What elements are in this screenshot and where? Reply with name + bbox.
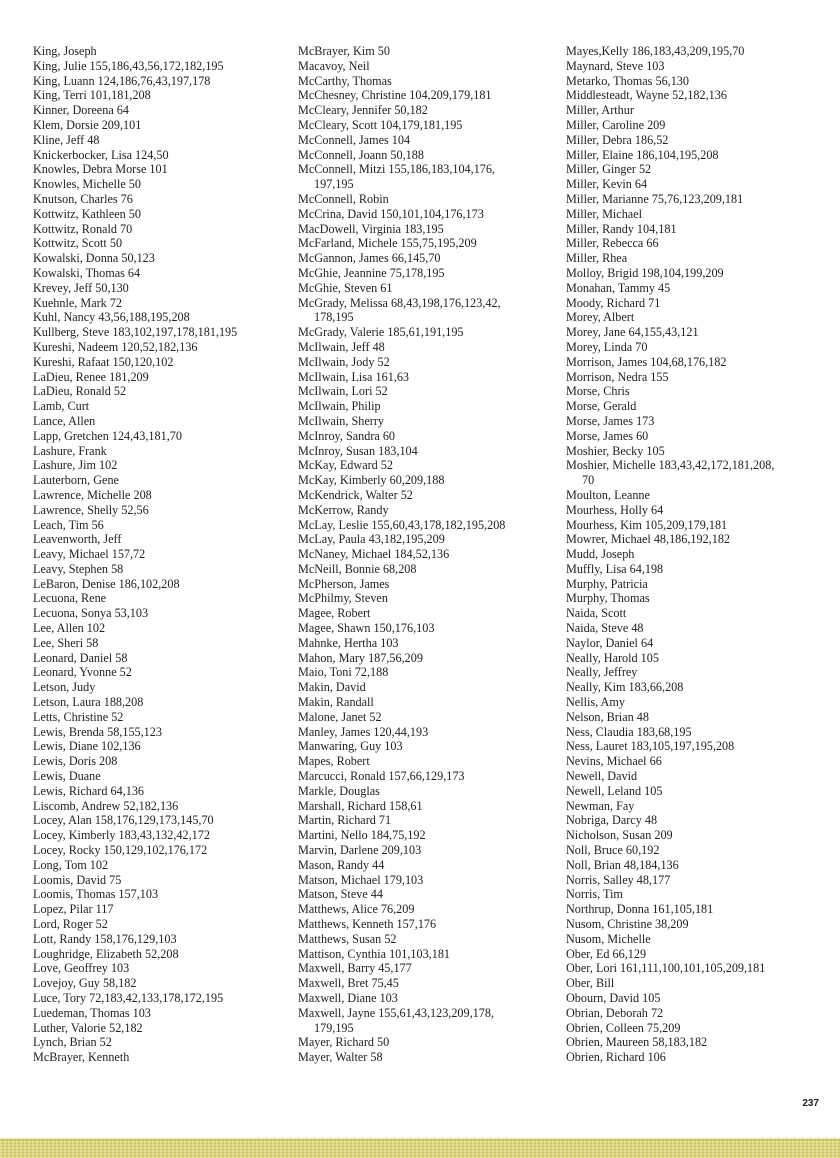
index-entry: Miller, Rhea bbox=[566, 251, 628, 266]
index-entry: Morse, James 60 bbox=[566, 428, 649, 443]
index-entry: Morse, Chris bbox=[566, 384, 630, 399]
index-entry: Miller, Arthur bbox=[566, 103, 634, 118]
index-entry: Martini, Nello 184,75,192 bbox=[298, 828, 426, 843]
index-entry: Morrison, Nedra 155 bbox=[566, 369, 669, 384]
index-entry: Markle, Douglas bbox=[298, 783, 380, 798]
index-entry: Makin, Randall bbox=[298, 695, 374, 710]
index-entry: Matthews, Alice 76,209 bbox=[298, 902, 415, 917]
index-entry: Lewis, Diane 102,136 bbox=[33, 739, 141, 754]
index-entry: Mayer, Richard 50 bbox=[298, 1035, 390, 1050]
index-entry: Magee, Robert bbox=[298, 606, 371, 621]
yellow-cover-band bbox=[0, 1139, 840, 1158]
index-entry: Newell, David bbox=[566, 769, 638, 784]
index-column-2 bbox=[298, 44, 505, 1065]
index-entry: Lamb, Curt bbox=[33, 399, 90, 414]
index-entry: Norris, Tim bbox=[566, 887, 623, 902]
index-entry: McConnell, Mitzi 155,186,183,104,176, bbox=[298, 162, 496, 177]
index-entry: McGannon, James 66,145,70 bbox=[298, 251, 441, 266]
index-entry: McIlwain, Sherry bbox=[298, 413, 384, 428]
index-entry: Nellis, Amy bbox=[566, 695, 625, 710]
index-entry: Naylor, Daniel 64 bbox=[566, 635, 654, 650]
index-entry: Moshier, Michelle 183,43,42,172,181,208, bbox=[566, 458, 775, 473]
index-entry: Letson, Judy bbox=[33, 680, 96, 695]
index-entry: McNaney, Michael 184,52,136 bbox=[298, 547, 450, 562]
index-entry: Mayes,Kelly 186,183,43,209,195,70 bbox=[566, 44, 745, 58]
index-entry: Mattison, Cynthia 101,103,181 bbox=[298, 946, 451, 961]
index-entry: Ness, Claudia 183,68,195 bbox=[566, 724, 692, 739]
index-entry: Miller, Kevin 64 bbox=[566, 177, 648, 192]
index-entry: Miller, Ginger 52 bbox=[566, 162, 652, 177]
index-entry: Malone, Janet 52 bbox=[298, 709, 382, 724]
index-entry: Leonard, Yvonne 52 bbox=[33, 665, 132, 680]
index-entry: McGhie, Steven 61 bbox=[298, 280, 393, 295]
index-entry: Lewis, Richard 64,136 bbox=[33, 783, 145, 798]
index-entry: King, Terri 101,181,208 bbox=[33, 88, 151, 103]
index-entry: McIlwain, Philip bbox=[298, 399, 381, 414]
index-entry: Naida, Scott bbox=[566, 606, 627, 621]
index-entry: Kowalski, Donna 50,123 bbox=[33, 251, 155, 266]
index-entry: McPherson, James bbox=[298, 576, 390, 591]
index-entry: Lovejoy, Guy 58,182 bbox=[33, 976, 137, 991]
index-entry: Kureshi, Rafaat 150,120,102 bbox=[33, 354, 174, 369]
index-entry: Naida, Steve 48 bbox=[566, 621, 644, 636]
index-entry: Maxwell, Jayne 155,61,43,123,209,178, bbox=[298, 1005, 494, 1020]
index-entry: Knowles, Debra Morse 101 bbox=[33, 162, 168, 177]
index-entry: Matthews, Kenneth 157,176 bbox=[298, 917, 437, 932]
index-entry: McLay, Leslie 155,60,43,178,182,195,208 bbox=[298, 517, 506, 532]
index-entry: McInroy, Sandra 60 bbox=[298, 428, 396, 443]
index-entry: Obrian, Deborah 72 bbox=[566, 1005, 664, 1020]
index-entry: Middlesteadt, Wayne 52,182,136 bbox=[566, 88, 727, 103]
index-entry: Luce, Tory 72,183,42,133,178,172,195 bbox=[33, 991, 224, 1005]
index-entry: Lewis, Doris 208 bbox=[33, 754, 118, 769]
index-entry: Morrison, James 104,68,176,182 bbox=[566, 354, 727, 369]
index-entry: Leavenworth, Jeff bbox=[33, 532, 122, 547]
index-entry: McIlwain, Lisa 161,63 bbox=[298, 369, 410, 384]
index-entry: Neally, Jeffrey bbox=[566, 665, 638, 680]
index-entry: McGrady, Valerie 185,61,191,195 bbox=[298, 325, 464, 340]
index-entry: McChesney, Christine 104,209,179,181 bbox=[298, 88, 492, 103]
index-entry: LaDieu, Ronald 52 bbox=[33, 384, 127, 399]
index-entry: Noll, Bruce 60,192 bbox=[566, 843, 660, 858]
index-entry: McKay, Kimberly 60,209,188 bbox=[298, 473, 445, 488]
index-entry: Norris, Salley 48,177 bbox=[566, 872, 671, 887]
index-entry: Lewis, Duane bbox=[33, 769, 101, 784]
index-entry: Nusom, Michelle bbox=[566, 931, 651, 946]
index-entry: McCleary, Scott 104,179,181,195 bbox=[298, 117, 463, 132]
index-entry: Nelson, Brian 48 bbox=[566, 709, 649, 724]
index-entry: Liscomb, Andrew 52,182,136 bbox=[33, 798, 179, 813]
index-entry: King, Julie 155,186,43,56,172,182,195 bbox=[33, 58, 224, 73]
index-entry: McConnell, Joann 50,188 bbox=[298, 147, 424, 162]
index-entry: Magee, Shawn 150,176,103 bbox=[298, 621, 435, 636]
index-entry: Mason, Randy 44 bbox=[298, 857, 385, 872]
index-entry: Makin, David bbox=[298, 680, 366, 695]
index-entry: Locey, Rocky 150,129,102,176,172 bbox=[33, 843, 208, 858]
index-entry: Kottwitz, Scott 50 bbox=[33, 236, 123, 251]
index-column-3 bbox=[566, 44, 774, 1065]
index-entry: Long, Tom 102 bbox=[33, 857, 109, 872]
index-entry: Mahon, Mary 187,56,209 bbox=[298, 650, 423, 665]
index-entry: Lashure, Frank bbox=[33, 443, 107, 458]
index-entry: Lashure, Jim 102 bbox=[33, 458, 118, 473]
index-entry: Morse, Gerald bbox=[566, 399, 637, 414]
index-entry: Locey, Alan 158,176,129,173,145,70 bbox=[33, 813, 214, 828]
index-entry: Murphy, Thomas bbox=[566, 591, 650, 606]
index-entry: Obrien, Richard 106 bbox=[566, 1050, 666, 1065]
index-entry: Lopez, Pilar 117 bbox=[33, 902, 114, 917]
index-entry: Moody, Richard 71 bbox=[566, 295, 661, 310]
index-entry: Miller, Randy 104,181 bbox=[566, 221, 677, 236]
index-entry: Miller, Michael bbox=[566, 206, 642, 221]
index-entry: Lee, Allen 102 bbox=[33, 621, 106, 636]
index-entry: Metarko, Thomas 56,130 bbox=[566, 73, 689, 88]
index-entry: Kline, Jeff 48 bbox=[33, 132, 100, 147]
index-entry: Maxwell, Diane 103 bbox=[298, 991, 398, 1005]
index-entry: McNeill, Bonnie 68,208 bbox=[298, 561, 417, 576]
index-entry: Moshier, Becky 105 bbox=[566, 443, 665, 458]
index-entry: Murphy, Patricia bbox=[566, 576, 648, 591]
index-entry: Kowalski, Thomas 64 bbox=[33, 265, 141, 280]
index-entry: Maynard, Steve 103 bbox=[566, 58, 665, 73]
index-entry: Kullberg, Steve 183,102,197,178,181,195 bbox=[33, 325, 238, 340]
index-entry: Lynch, Brian 52 bbox=[33, 1035, 112, 1050]
index-entry: Miller, Marianne 75,76,123,209,181 bbox=[566, 191, 744, 206]
index-entry: Nusom, Christine 38,209 bbox=[566, 917, 689, 932]
index-entry: Leach, Tim 56 bbox=[33, 517, 104, 532]
index-entry: Moulton, Leanne bbox=[566, 487, 650, 502]
index-entry: Lord, Roger 52 bbox=[33, 917, 108, 932]
index-entry: Mowrer, Michael 48,186,192,182 bbox=[566, 532, 731, 547]
index-entry: Ober, Bill bbox=[566, 976, 615, 991]
index-entry: Neally, Harold 105 bbox=[566, 650, 659, 665]
index-entry: Miller, Rebecca 66 bbox=[566, 236, 659, 251]
index-entry: McLay, Paula 43,182,195,209 bbox=[298, 532, 445, 547]
index-entry: Nicholson, Susan 209 bbox=[566, 828, 673, 843]
index-entry: Obrien, Colleen 75,209 bbox=[566, 1020, 681, 1035]
index-entry: Martin, Richard 71 bbox=[298, 813, 392, 828]
index-entry: Leavy, Michael 157,72 bbox=[33, 547, 146, 562]
index-entry: Matson, Steve 44 bbox=[298, 887, 383, 902]
index-entry: Knutson, Charles 76 bbox=[33, 191, 133, 206]
index-entry: Lewis, Brenda 58,155,123 bbox=[33, 724, 162, 739]
index-entry: McInroy, Susan 183,104 bbox=[298, 443, 418, 458]
index-entry: McCleary, Jennifer 50,182 bbox=[298, 103, 428, 118]
index-entry: Nobriga, Darcy 48 bbox=[566, 813, 658, 828]
index-entry: Kuhl, Nancy 43,56,188,195,208 bbox=[33, 310, 190, 325]
index-entry: Morse, James 173 bbox=[566, 413, 655, 428]
index-entry: Maxwell, Barry 45,177 bbox=[298, 961, 412, 976]
index-entry: Kinner, Doreena 64 bbox=[33, 103, 129, 118]
index-entry: Letson, Laura 188,208 bbox=[33, 695, 144, 710]
index-entry: Mapes, Robert bbox=[298, 754, 370, 769]
index-entry: Locey, Kimberly 183,43,132,42,172 bbox=[33, 828, 210, 843]
index-entry: McConnell, James 104 bbox=[298, 132, 411, 147]
index-entry: Lott, Randy 158,176,129,103 bbox=[33, 931, 177, 946]
index-entry: Noll, Brian 48,184,136 bbox=[566, 857, 679, 872]
index-entry: McKay, Edward 52 bbox=[298, 458, 393, 473]
index-entry: Manley, James 120,44,193 bbox=[298, 724, 429, 739]
index-entry: Mahnke, Hertha 103 bbox=[298, 635, 399, 650]
page-number: 237 bbox=[802, 1098, 819, 1109]
index-entry: Neally, Kim 183,66,208 bbox=[566, 680, 684, 695]
index-entry: Monahan, Tammy 45 bbox=[566, 280, 671, 295]
index-entry: Matthews, Susan 52 bbox=[298, 931, 397, 946]
index-entry: Marshall, Richard 158,61 bbox=[298, 798, 423, 813]
index-entry: Muffly, Lisa 64,198 bbox=[566, 561, 664, 576]
index-entry: Lapp, Gretchen 124,43,181,70 bbox=[33, 428, 182, 443]
index-entry: King, Luann 124,186,76,43,197,178 bbox=[33, 73, 211, 88]
index-entry: Marvin, Darlene 209,103 bbox=[298, 843, 422, 858]
index-entry: Lecuona, Sonya 53,103 bbox=[33, 606, 149, 621]
index-entry: McGrady, Melissa 68,43,198,176,123,42, bbox=[298, 295, 501, 310]
index-entry-continuation: 178,195 bbox=[314, 310, 354, 325]
index-entry: Luedeman, Thomas 103 bbox=[33, 1005, 151, 1020]
index-column-1 bbox=[33, 44, 237, 1065]
index-entry: McFarland, Michele 155,75,195,209 bbox=[298, 236, 477, 251]
index-entry: McConnell, Robin bbox=[298, 191, 389, 206]
index-entry: Luther, Valorie 52,182 bbox=[33, 1020, 143, 1035]
index-entry: McIlwain, Jeff 48 bbox=[298, 339, 385, 354]
index-entry: Matson, Michael 179,103 bbox=[298, 872, 424, 887]
index-entry: Miller, Elaine 186,104,195,208 bbox=[566, 147, 719, 162]
index-entry: Lauterborn, Gene bbox=[33, 473, 119, 488]
index-entry: McKendrick, Walter 52 bbox=[298, 487, 413, 502]
index-entry: LeBaron, Denise 186,102,208 bbox=[33, 576, 180, 591]
index-entry: Letts, Christine 52 bbox=[33, 709, 124, 724]
index-entry: Lance, Allen bbox=[33, 413, 96, 428]
index-entry: Leavy, Stephen 58 bbox=[33, 561, 124, 576]
index-entry: Mourhess, Holly 64 bbox=[566, 502, 664, 517]
index-entry-continuation: 70 bbox=[582, 473, 595, 488]
index-entry: Miller, Caroline 209 bbox=[566, 117, 666, 132]
index-entry: Leonard, Daniel 58 bbox=[33, 650, 128, 665]
index-entry: Newell, Leland 105 bbox=[566, 783, 663, 798]
index-entry: McKerrow, Randy bbox=[298, 502, 389, 517]
index-entry: Lawrence, Michelle 208 bbox=[33, 487, 152, 502]
index-entry: Mayer, Walter 58 bbox=[298, 1050, 383, 1065]
index-entry-continuation: 197,195 bbox=[314, 177, 354, 192]
index-entry: Lee, Sheri 58 bbox=[33, 635, 99, 650]
index-entry: Lawrence, Shelly 52,56 bbox=[33, 502, 149, 517]
index-entry: Marcucci, Ronald 157,66,129,173 bbox=[298, 769, 465, 784]
index-entry: Morey, Albert bbox=[566, 310, 635, 325]
index-entry: Newman, Fay bbox=[566, 798, 635, 813]
index-entry: Loughridge, Elizabeth 52,208 bbox=[33, 946, 179, 961]
index-entry: Loomis, David 75 bbox=[33, 872, 122, 887]
index-entry: Morey, Linda 70 bbox=[566, 339, 648, 354]
index-entry-continuation: 179,195 bbox=[314, 1020, 354, 1035]
index-entry: Maxwell, Bret 75,45 bbox=[298, 976, 399, 991]
index-entry: Kuehnle, Mark 72 bbox=[33, 295, 123, 310]
index-entry: Mudd, Joseph bbox=[566, 547, 635, 562]
index-entry: Molloy, Brigid 198,104,199,209 bbox=[566, 265, 724, 280]
index-entry: Macavoy, Neil bbox=[298, 58, 370, 73]
index-entry: Nevins, Michael 66 bbox=[566, 754, 662, 769]
index-entry: Kureshi, Nadeem 120,52,182,136 bbox=[33, 339, 198, 354]
index-entry: McIlwain, Jody 52 bbox=[298, 354, 390, 369]
index-entry: Loomis, Thomas 157,103 bbox=[33, 887, 159, 902]
index-entry: Obourn, David 105 bbox=[566, 991, 661, 1005]
index-entry: King, Joseph bbox=[33, 44, 97, 58]
index-entry: Mourhess, Kim 105,209,179,181 bbox=[566, 517, 728, 532]
index-entry: Obrien, Maureen 58,183,182 bbox=[566, 1035, 708, 1050]
index-entry: Northrup, Donna 161,105,181 bbox=[566, 902, 714, 917]
index-entry: McBrayer, Kim 50 bbox=[298, 44, 390, 58]
index-entry: Maio, Toni 72,188 bbox=[298, 665, 389, 680]
index-entry: McPhilmy, Steven bbox=[298, 591, 388, 606]
index-entry: Ober, Ed 66,129 bbox=[566, 946, 647, 961]
index-entry: Miller, Debra 186,52 bbox=[566, 132, 669, 147]
index-entry: LaDieu, Renee 181,209 bbox=[33, 369, 149, 384]
index-entry: McBrayer, Kenneth bbox=[33, 1050, 130, 1065]
index-entry: MacDowell, Virginia 183,195 bbox=[298, 221, 444, 236]
index-entry: Love, Geoffrey 103 bbox=[33, 961, 130, 976]
index-entry: Lecuona, Rene bbox=[33, 591, 107, 606]
index-entry: Manwaring, Guy 103 bbox=[298, 739, 403, 754]
index-entry: McGhie, Jeannine 75,178,195 bbox=[298, 265, 445, 280]
index-entry: Morey, Jane 64,155,43,121 bbox=[566, 325, 699, 340]
index-entry: Knickerbocker, Lisa 124,50 bbox=[33, 147, 169, 162]
index-entry: McCarthy, Thomas bbox=[298, 73, 392, 88]
index-entry: Ober, Lori 161,111,100,101,105,209,181 bbox=[566, 961, 766, 976]
index-entry: Kottwitz, Ronald 70 bbox=[33, 221, 133, 236]
index-entry: McCrina, David 150,101,104,176,173 bbox=[298, 206, 484, 221]
index-entry: McIlwain, Lori 52 bbox=[298, 384, 388, 399]
index-entry: Klem, Dorsie 209,101 bbox=[33, 117, 142, 132]
index-entry: Kottwitz, Kathleen 50 bbox=[33, 206, 141, 221]
index-entry: Ness, Lauret 183,105,197,195,208 bbox=[566, 739, 735, 754]
index-entry: Knowles, Michelle 50 bbox=[33, 177, 141, 192]
index-entry: Krevey, Jeff 50,130 bbox=[33, 280, 129, 295]
